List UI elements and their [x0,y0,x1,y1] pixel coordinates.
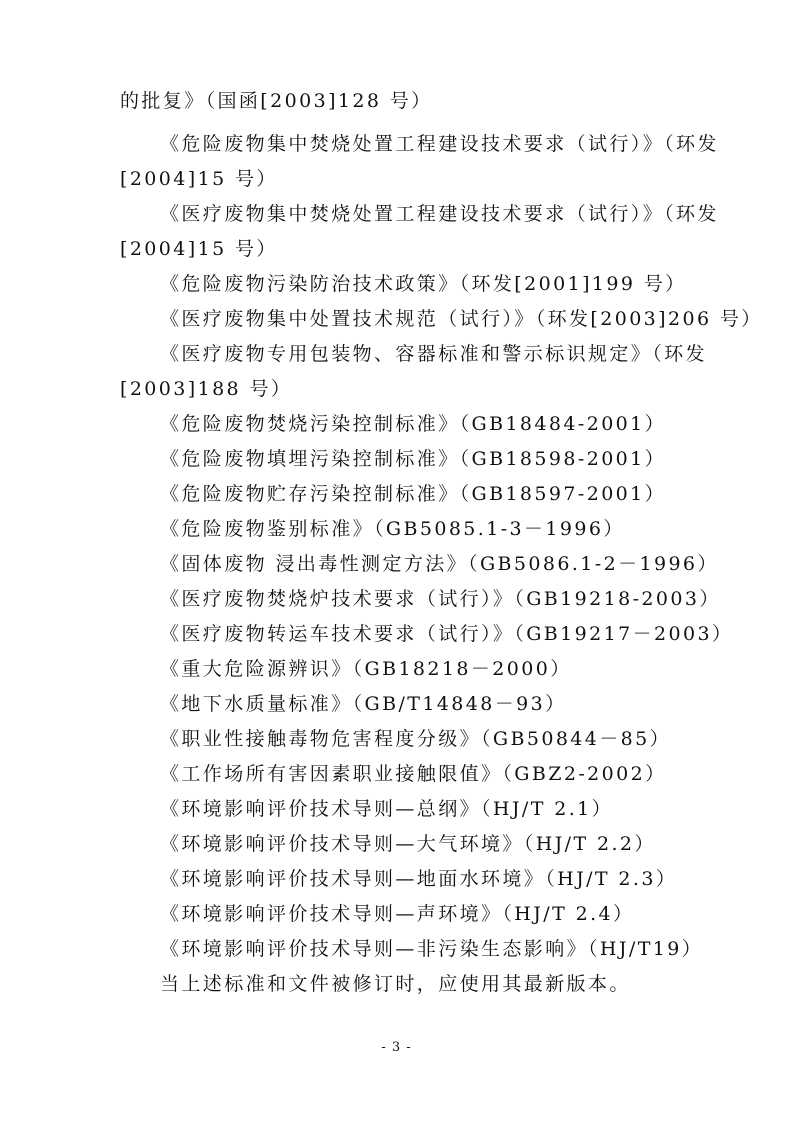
text-line-8: 《医疗废物专用包装物、容器标准和警示标识规定》（环发 [160,343,707,365]
text-line-11: 《危险废物填埋污染控制标准》（GB18598-2001） [160,448,667,470]
text-line-25: 《环境影响评价技术导则—非污染生态影响》（HJ/T19） [160,938,704,960]
page-number: - 3 - [381,1040,412,1055]
text-line-14: 《固体废物 浸出毒性测定方法》（GB5086.1-2－1996） [160,553,719,575]
text-line-23: 《环境影响评价技术导则—地面水环境》（HJ/T 2.3） [160,868,678,890]
text-line-9: [2003]188 号） [120,378,293,400]
text-line-22: 《环境影响评价技术导则—大气环境》（HJ/T 2.2） [160,833,656,855]
text-line-26: 当上述标准和文件被修订时，应使用其最新版本。 [160,973,631,995]
text-line-2: 《危险废物集中焚烧处置工程建设技术要求（试行）》（环发 [160,133,719,155]
text-line-5: [2004]15 号） [120,238,278,260]
text-line-20: 《工作场所有害因素职业接触限值》（GBZ2-2002） [160,763,667,785]
text-line-13: 《危险废物鉴别标准》（GB5085.1-3－1996） [160,518,625,540]
text-line-10: 《危险废物焚烧污染控制标准》（GB18484-2001） [160,413,667,435]
text-line-1: 的批复》（国函[2003]128 号） [120,90,433,112]
text-line-18: 《地下水质量标准》（GB/T14848－93） [160,693,567,715]
text-line-24: 《环境影响评价技术导则—声环境》（HJ/T 2.4） [160,903,635,925]
text-line-12: 《危险废物贮存污染控制标准》（GB18597-2001） [160,483,667,505]
text-line-19: 《职业性接触毒物危害程度分级》（GB50844－85） [160,728,672,750]
text-line-16: 《医疗废物转运车技术要求（试行）》（GB19217－2003） [160,623,734,645]
text-line-15: 《医疗废物焚烧炉技术要求（试行）》（GB19218-2003） [160,588,721,610]
text-line-6: 《危险废物污染防治技术政策》（环发[2001]199 号） [160,273,687,295]
text-line-17: 《重大危险源辨识》（GB18218－2000） [160,658,572,680]
text-line-3: [2004]15 号） [120,168,278,190]
text-line-7: 《医疗废物集中处置技术规范（试行）》（环发[2003]206 号） [160,308,763,330]
text-line-21: 《环境影响评价技术导则—总纲》（HJ/T 2.1） [160,798,614,820]
text-line-4: 《医疗废物集中焚烧处置工程建设技术要求（试行）》（环发 [160,203,719,225]
